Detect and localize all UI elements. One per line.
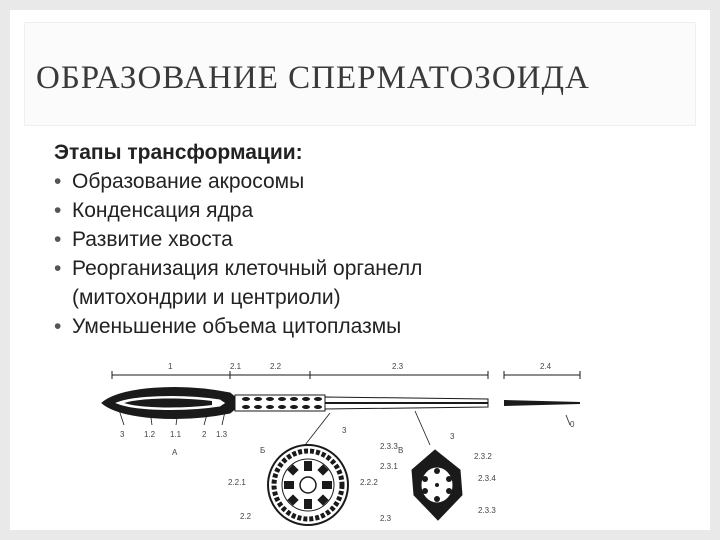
label-2-2-2: 2.2.2 (360, 478, 378, 487)
label-1-2: 1.2 (144, 430, 156, 439)
label-3b: 3 (342, 426, 347, 435)
stages-heading: Этапы трансформации: (54, 141, 303, 164)
label-2-3-4: 2.3.4 (478, 474, 496, 483)
label-1-3: 1.3 (216, 430, 228, 439)
bullet-icon: • (54, 228, 62, 251)
label-2-3-1: 2.3.1 (380, 462, 398, 471)
label-2-2: 2.2 (270, 362, 282, 371)
sperm-structure-diagram (80, 345, 628, 528)
label-1-1: 1.1 (170, 430, 182, 439)
label-2-1: 2.1 (230, 362, 242, 371)
label-2-2-1: 2.2.1 (228, 478, 246, 487)
list-item: • Образование акросомы (54, 167, 694, 196)
list-item: • Конденсация ядра (54, 196, 694, 225)
bullet-icon: • (54, 199, 62, 222)
label-2: 2 (202, 430, 207, 439)
list-item: • Реорганизация клеточный органелл (митохондрии и центриоли) (54, 254, 694, 312)
stages-list (54, 167, 694, 341)
label-2-4: 2.4 (540, 362, 552, 371)
label-V: В (398, 446, 404, 455)
list-item: • Уменьшение объема цитоплазмы (54, 312, 694, 341)
label-2-3-3: 2.3.3 (380, 442, 398, 451)
label-3: 3 (120, 430, 125, 439)
midpiece-cross-section (268, 445, 348, 525)
label-2-2b: 2.2 (240, 512, 252, 521)
label-2-3b: 2.3 (380, 514, 392, 523)
bullet-icon: • (54, 170, 62, 193)
slide-body (54, 138, 694, 341)
label-B: Б (260, 446, 266, 455)
label-2-3-3b: 2.3.3 (478, 506, 496, 515)
slide-title: ОБРАЗОВАНИЕ СПЕРМАТОЗОИДА (36, 60, 590, 96)
label-A: А (172, 448, 178, 457)
label-2-3-2: 2.3.2 (474, 452, 492, 461)
diagram-background (80, 345, 628, 528)
label-1: 1 (168, 362, 173, 371)
bullet-icon: • (54, 315, 62, 338)
bullet-icon: • (54, 257, 62, 280)
label-2-3: 2.3 (392, 362, 404, 371)
list-item: • Развитие хвоста (54, 225, 694, 254)
label-3c: 3 (450, 432, 455, 441)
label-0: 0 (570, 420, 575, 429)
